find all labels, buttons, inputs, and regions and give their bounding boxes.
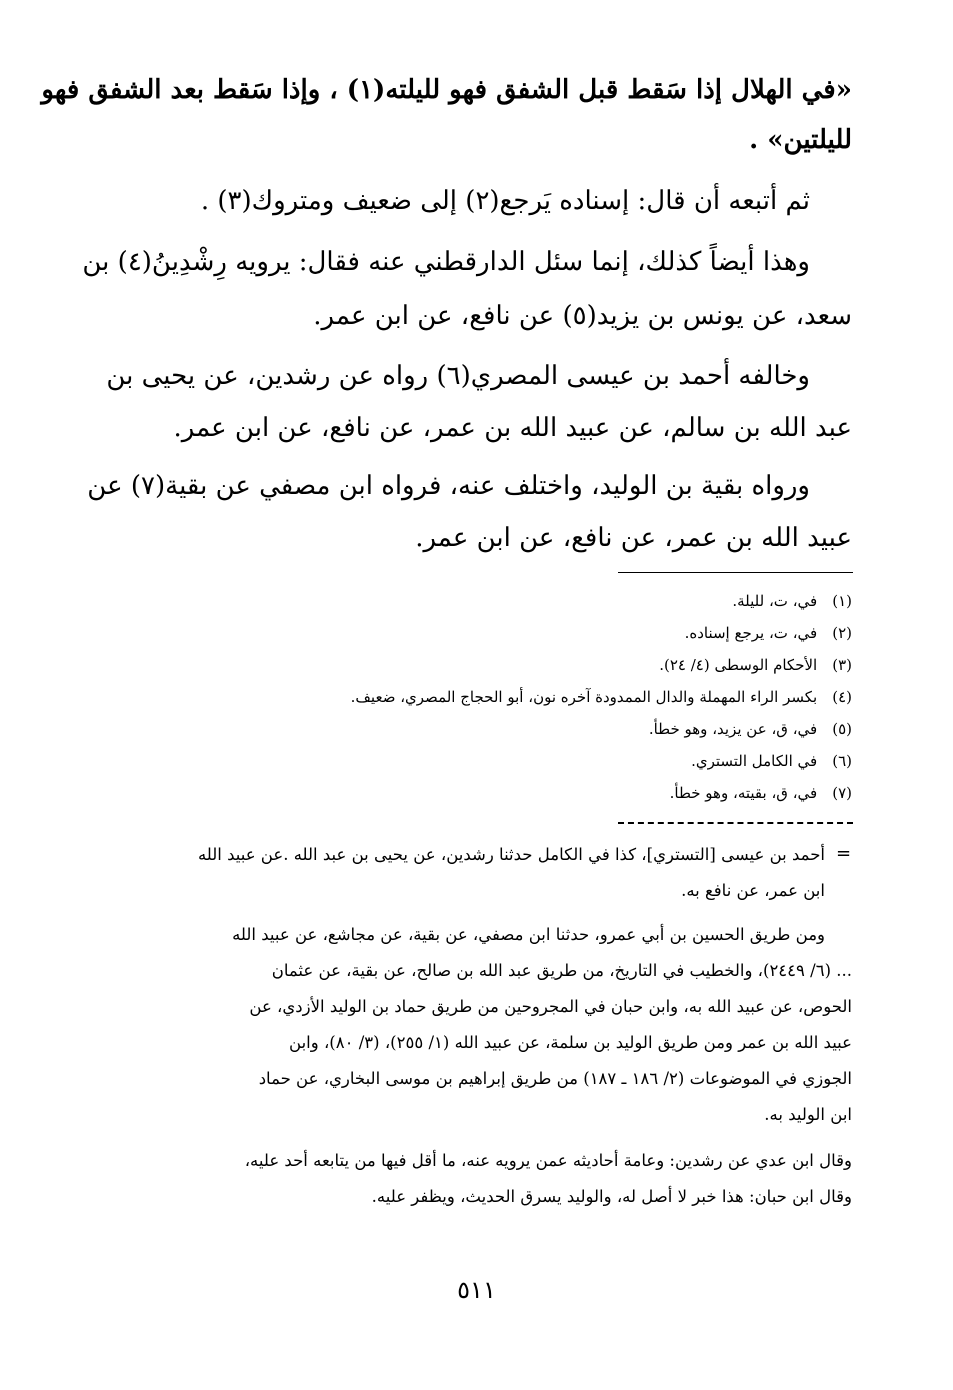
page-number: ٥١١ (457, 1276, 496, 1304)
main-line-9: عبيد الله بن عمر، عن نافع، عن ابن عمر. (415, 523, 852, 553)
continuation-line-7: الجوزي في الموضوعات (٢/ ١٨٦ ـ ١٨٧) من طريق إبراهيم بن موسى البخاري، عن حماد (258, 1069, 852, 1088)
main-line-6: وخالفه أحمد بن عيسى المصري(٦) رواه عن رشدين، عن يحيى بن (106, 361, 810, 391)
footnote-separator (618, 572, 853, 573)
main-line-5: سعد، عن يونس بن يزيد(٥) عن نافع، عن ابن عمر. (313, 301, 852, 331)
continuation-line-3: ومن طريق الحسين بن أبي عمرو، حدثنا ابن مصفي، عن بقية، عن مجاشع، عن عبيد الله (232, 925, 825, 944)
footnote-text: في، ت، يرجع إسناده. (684, 624, 818, 642)
footnote-text: في، ق، بقيته، وهو خطأ. (669, 784, 818, 802)
continuation-line-8: ابن الوليد به. (764, 1105, 852, 1124)
footnote-5 (649, 720, 852, 740)
main-line-8: ورواه بقية بن الوليد، واختلف عنه، فرواه ابن مصفي عن بقية(٧) عن (87, 471, 810, 501)
footnote-text: في، ق، عن يزيد، وهو خطأ. (648, 720, 818, 738)
footnote-number: (٢) (832, 624, 852, 642)
continuation-line-1: أحمد بن عيسى [التستري]، كذا في الكامل حدثنا رشدين، عن يحيى بن عبد الله .عن عبيد الله (197, 845, 825, 864)
footnote-3 (659, 656, 852, 676)
main-line-4: وهذا أيضاً كذلك، إنما سئل الدارقطني عنه فقال: يرويه رِشْدِينُ(٤) بن (82, 247, 810, 277)
footnote-text: في الكامل التستري. (691, 752, 818, 770)
continuation-separator (618, 822, 853, 824)
footnote-number: (٤) (832, 688, 852, 706)
footnote-number: (١) (832, 592, 852, 610)
continuation-line-9: وقال ابن عدي عن رشدين: وعامة أحاديثه عمن يرويه عنه، ما أقل فيها من يتابعه أحد عليه، (244, 1151, 852, 1170)
footnote-text: في، ت، لليلة. (732, 592, 818, 610)
footnote-7 (670, 784, 852, 804)
footnote-number: (٧) (832, 784, 852, 802)
main-line-7: عبد الله بن سالم، عن عبيد الله بن عمر، عن نافع، عن ابن عمر. (173, 413, 852, 443)
continuation-line-5: الحوص، عن عبيد الله به، وابن حبان في المجروحين من طريق حماد بن الوليد الأزدي، عن (249, 997, 852, 1016)
main-line-3: ثم أتبعه أن قال: إسناده يَرجع(٢) إلى ضعيف ومتروك(٣) . (200, 186, 810, 216)
continuation-line-4: ... (٦/ ٢٤٤٩)، والخطيب في التاريخ، من طريق عبد الله بن صالح، عن بقية، عن عثمان (271, 961, 852, 980)
footnote-text: بكسر الراء المهملة والدال الممدودة آخره نون، أبو الحجاج المصري، ضعيف. (350, 688, 818, 706)
continuation-line-6: عبيد الله بن عمر ومن طريق الوليد بن سلمة، عن عبيد الله (١/ ٢٥٥)، (٣/ ٨٠)، وابن (289, 1033, 852, 1052)
footnote-1 (732, 592, 852, 612)
continuation-marker: = (836, 843, 852, 864)
continuation-line-10: وقال ابن حبان: هذا خبر لا أصل له، والوليد يسرق الحديث، ويظفر عليه. (371, 1187, 852, 1206)
footnote-number: (٣) (832, 656, 852, 674)
main-line-2: لليلتين» . (749, 125, 852, 155)
footnote-text: الأحكام الوسطى (٤/ ٢٤). (659, 656, 818, 674)
footnote-number: (٦) (832, 752, 852, 770)
continuation-line-2: ابن عمر، عن نافع به. (681, 881, 825, 900)
footnote-number: (٥) (832, 720, 852, 738)
footnote-4 (351, 688, 852, 708)
footnote-6 (691, 752, 852, 772)
footnote-2 (685, 624, 852, 644)
main-line-1: «في الهلال إذا سَقط قبل الشفق فهو لليلته(١) ، وإذا سَقط بعد الشفق فهو (41, 75, 852, 105)
